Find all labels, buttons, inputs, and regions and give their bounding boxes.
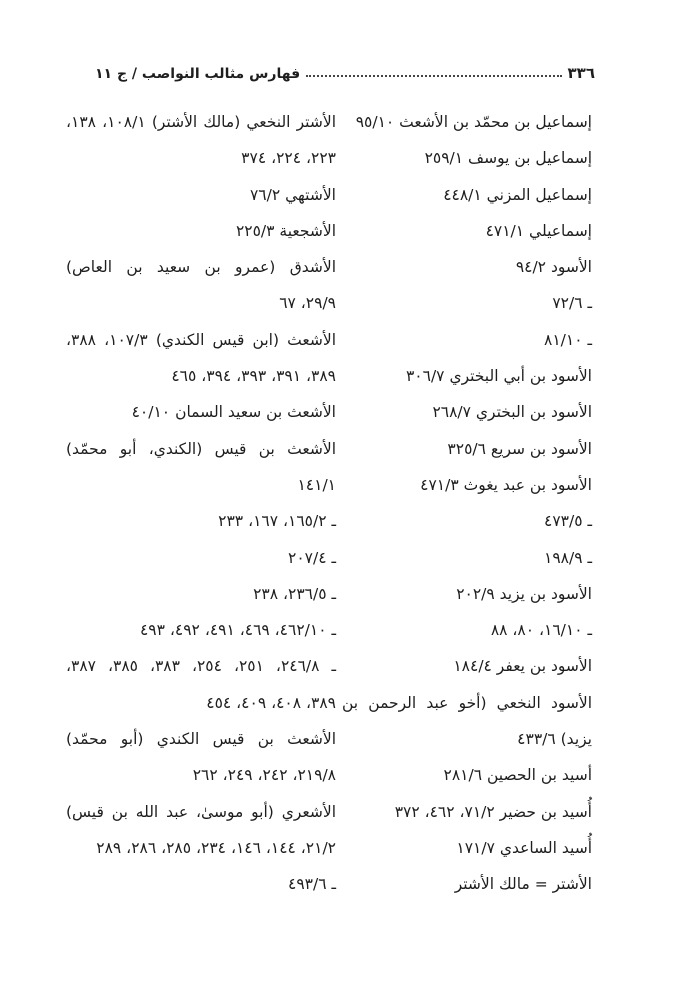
running-header <box>95 58 595 82</box>
index-entry: الأشتر = مالك الأشتر <box>454 875 592 894</box>
index-entry: الأسود بن البختري ٢٦٨/٧ <box>432 403 592 422</box>
index-entry: ـ ١٩٨/٩ <box>544 548 592 567</box>
index-entry: أسيد بن الحصين ٢٨١/٦ <box>443 766 592 785</box>
index-entry: إسماعيل بن يوسف ٢٥٩/١ <box>424 149 592 168</box>
index-entry: الأشتر النخعي (مالك الأشتر) ١٠٨/١، ١٣٨، <box>66 113 336 131</box>
index-entry: يزيد) ٤٣٣/٦ <box>517 730 592 749</box>
index-entry: ـ ٢٠٧/٤ <box>288 548 336 567</box>
index-entry: الأشعري (أبو موسىٰ، عبد الله بن قيس) <box>66 802 336 821</box>
index-column-right <box>342 108 592 907</box>
index-entry: ـ ٢٤٦/٨، ٢٥١، ٢٥٤، ٣٨٣، ٣٨٥، ٣٨٧، <box>66 657 336 676</box>
index-entry: الأسود بن سريع ٣٢٥/٦ <box>447 439 592 458</box>
index-entry: الأشعث بن قيس (الكندي، أبو محمّد) <box>66 439 336 458</box>
index-entry: إسماعيل بن محمّد بن الأشعث ٩٥/١٠ <box>355 113 592 131</box>
dotted-leader <box>306 74 561 77</box>
index-entry: ـ ٧٢/٦ <box>552 294 592 313</box>
index-entry: الأشعث (ابن قيس الكندي) ١٠٧/٣، ٣٨٨، <box>66 330 336 349</box>
index-entry: الأسود بن أبي البختري ٣٠٦/٧ <box>405 367 592 386</box>
index-entry: الأشعث بن قيس الكندي (أبو محمّد) <box>66 730 336 749</box>
index-entry: ٣٨٩، ٣٩١، ٣٩٣، ٣٩٤، ٤٦٥ <box>171 367 336 386</box>
index-entry: ـ ٢٣٦/٥، ٢٣٨ <box>253 584 336 603</box>
index-entry: إسماعيل المزني ٤٤٨/١ <box>443 185 592 204</box>
index-entry: ـ ١٦/١٠، ٨٠، ٨٨ <box>490 621 592 640</box>
index-entry: الأشدق (عمرو بن سعيد بن العاص) <box>66 258 336 277</box>
index-entry: أُسيد الساعدي ١٧١/٧ <box>456 838 592 857</box>
index-entry: إسماعيلي ٤٧١/١ <box>485 221 592 240</box>
index-entry: ١٤١/١ <box>297 475 336 494</box>
index-entry: ٢٢٣، ٢٢٤، ٣٧٤ <box>241 149 336 168</box>
index-entry: ـ ٤٧٣/٥ <box>544 512 592 531</box>
index-entry: الأشعث بن سعيد السمان ٤٠/١٠ <box>131 403 336 422</box>
index-entry: الأشتهي ٧٦/٢ <box>249 185 336 204</box>
index-entry: ـ ٤٩٣/٦ <box>288 875 336 894</box>
index-entry: ـ ٤٦٢/١٠، ٤٦٩، ٤٩١، ٤٩٢، ٤٩٣ <box>139 621 336 640</box>
index-entry: ـ ١٦٥/٢، ١٦٧، ٢٣٣ <box>218 512 336 531</box>
index-entry: الأسود النخعي (أخو عبد الرحمن بن <box>342 693 592 712</box>
index-entry: ٢١/٢، ١٤٤، ١٤٦، ٢٣٤، ٢٨٥، ٢٨٦، ٢٨٩ <box>96 838 336 857</box>
index-column-left <box>66 108 336 907</box>
index-entry: ـ ٨١/١٠ <box>544 330 592 349</box>
index-entry: أُسيد بن حضير ٧١/٢، ٤٦٢، ٣٧٢ <box>394 802 592 821</box>
index-entry: ٢١٩/٨، ٢٤٢، ٢٤٩، ٢٦٢ <box>192 766 336 785</box>
index-entry: الأسود بن يزيد ٢٠٢/٩ <box>456 584 592 603</box>
header-title: فهارس مثالب النواصب / ج ١١ <box>95 66 301 82</box>
index-entry: ٢٩/٩، ٦٧ <box>279 294 336 313</box>
index-entry: الأسود ٩٤/٢ <box>515 258 592 277</box>
index-entry: ٣٨٩، ٤٠٨، ٤٠٩، ٤٥٤ <box>206 693 336 712</box>
index-entry: الأسود بن يعفر ١٨٤/٤ <box>453 657 592 676</box>
page-number: ٣٣٦ <box>567 64 595 82</box>
index-entry: الأسود بن عبد يغوث ٤٧١/٣ <box>420 475 592 494</box>
index-entry: الأشجعية ٢٢٥/٣ <box>235 221 336 240</box>
